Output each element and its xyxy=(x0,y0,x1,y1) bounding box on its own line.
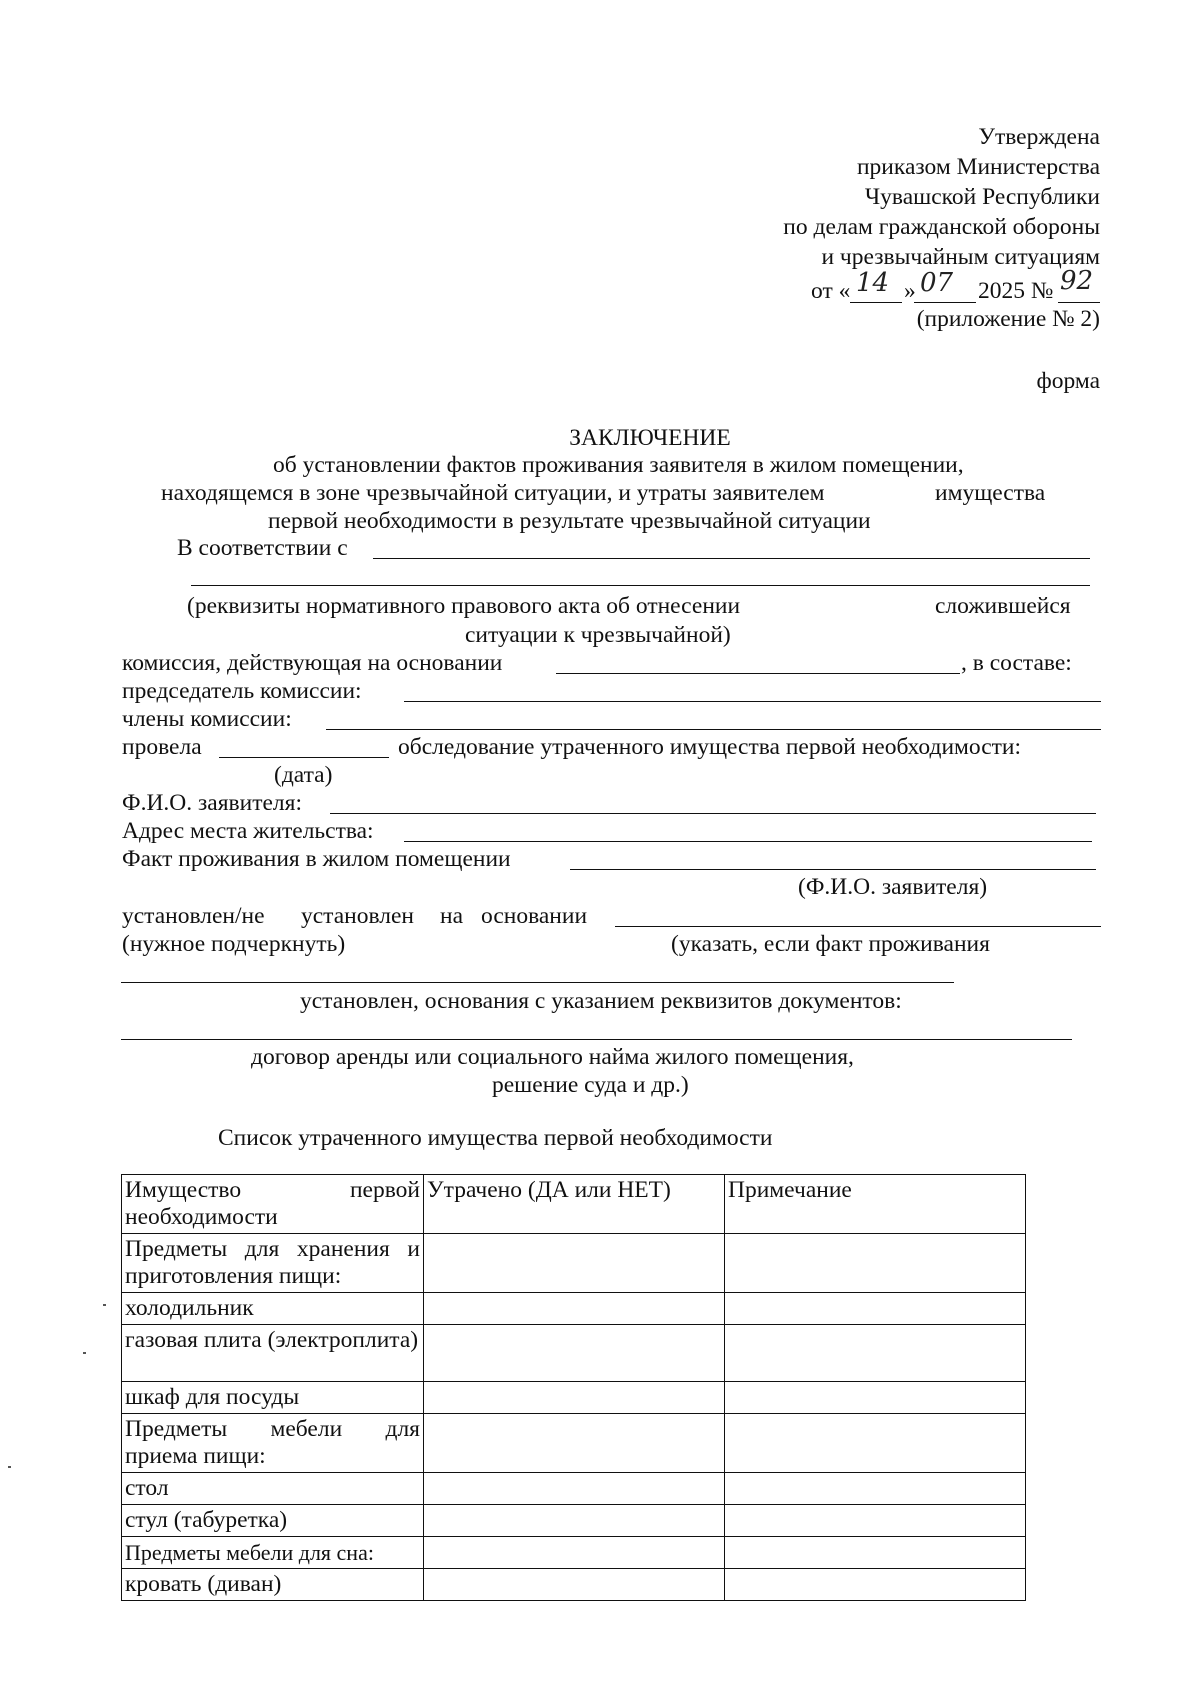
lost-property-table xyxy=(121,1174,1026,1601)
commission-basis-line[interactable] xyxy=(556,673,960,674)
residence-fact-label: Факт проживания в жилом помещении xyxy=(122,846,511,872)
lost-cell[interactable] xyxy=(424,1505,725,1537)
scan-speck xyxy=(83,1352,86,1354)
established-word-1: установлен/не xyxy=(122,903,265,929)
date-year: 2025 № xyxy=(978,278,1054,304)
approval-line-4: по делам гражданской обороны xyxy=(783,214,1100,240)
appendix-label: (приложение № 2) xyxy=(916,306,1100,332)
property-cell: стул (табуретка) xyxy=(122,1505,424,1537)
approval-line-3: Чувашской Республики xyxy=(864,184,1100,210)
commission-composition-label: , в составе: xyxy=(961,650,1072,676)
header-property: Имущество первой необходимости xyxy=(122,1175,424,1234)
property-cell: холодильник xyxy=(122,1293,424,1325)
list-title: Список утраченного имущества первой необходимости xyxy=(218,1125,773,1151)
table-row xyxy=(122,1537,1026,1569)
table-row xyxy=(122,1234,1026,1293)
commission-label: комиссия, действующая на основании xyxy=(122,650,503,676)
note-cell[interactable] xyxy=(725,1537,1026,1569)
contract-hint: договор аренды или социального найма жилого помещения, xyxy=(251,1044,854,1070)
note-cell[interactable] xyxy=(725,1382,1026,1414)
accordance-field-line-2[interactable] xyxy=(191,585,1090,586)
table-header-row xyxy=(122,1175,1026,1234)
lost-cell[interactable] xyxy=(424,1473,725,1505)
title-line-2b: имущества xyxy=(935,480,1046,506)
form-label: форма xyxy=(1036,368,1100,394)
property-cell: Предметы мебели для приема пищи: xyxy=(122,1414,424,1473)
applicant-hint: (Ф.И.О. заявителя) xyxy=(798,874,988,900)
applicant-name-label: Ф.И.О. заявителя: xyxy=(122,790,302,816)
property-cell: шкаф для посуды xyxy=(122,1382,424,1414)
chairman-label: председатель комиссии: xyxy=(122,678,362,704)
requisites-hint-b: сложившейся xyxy=(935,593,1071,619)
note-cell[interactable] xyxy=(725,1569,1026,1601)
lost-cell[interactable] xyxy=(424,1293,725,1325)
note-cell[interactable] xyxy=(725,1325,1026,1382)
table-row xyxy=(122,1569,1026,1601)
date-day-handwritten: 14 xyxy=(856,268,890,298)
underline-hint: (нужное подчеркнуть) xyxy=(122,931,346,957)
established-word-2: установлен xyxy=(301,903,415,929)
property-cell: кровать (диван) xyxy=(122,1569,424,1601)
document-title: ЗАКЛЮЧЕНИЕ xyxy=(569,425,731,451)
note-cell[interactable] xyxy=(725,1293,1026,1325)
established-docs-hint: установлен, основания с указанием реквизитов документов: xyxy=(300,988,902,1014)
survey-date-line[interactable] xyxy=(219,757,389,758)
table-row xyxy=(122,1414,1026,1473)
requisites-hint-c: ситуации к чрезвычайной) xyxy=(465,622,731,648)
date-day-line xyxy=(850,302,902,303)
note-cell[interactable] xyxy=(725,1234,1026,1293)
established-word-4: основании xyxy=(481,903,588,929)
order-number-line xyxy=(1058,302,1100,303)
date-month-handwritten: 07 xyxy=(920,268,954,298)
basis-field-line-2[interactable] xyxy=(121,1039,1072,1040)
approval-line-2: приказом Министерства xyxy=(856,154,1100,180)
title-line-3: первой необходимости в результате чрезвычайной ситуации xyxy=(268,508,871,534)
header-lost: Утрачено (ДА или НЕТ) xyxy=(424,1175,725,1234)
approval-line-1: Утверждена xyxy=(978,124,1100,150)
address-field-line[interactable] xyxy=(404,841,1092,842)
property-cell: газовая плита (электроплита) xyxy=(122,1325,424,1382)
scan-speck xyxy=(103,1304,106,1306)
date-month-line xyxy=(914,302,976,303)
if-fact-hint: (указать, если факт проживания xyxy=(671,931,990,957)
table-row xyxy=(122,1325,1026,1382)
accordance-field-line[interactable] xyxy=(373,558,1090,559)
property-cell: стол xyxy=(122,1473,424,1505)
scan-speck xyxy=(8,1466,11,1468)
lost-cell[interactable] xyxy=(424,1325,725,1382)
established-basis-line[interactable] xyxy=(615,926,1101,927)
table-row xyxy=(122,1473,1026,1505)
approval-line-5: и чрезвычайным ситуациям xyxy=(821,244,1100,270)
header-note: Примечание xyxy=(725,1175,1026,1234)
court-hint: решение суда и др.) xyxy=(492,1072,689,1098)
property-cell: Предметы для хранения и приготовления пищи: xyxy=(122,1234,424,1293)
note-cell[interactable] xyxy=(725,1505,1026,1537)
property-cell: Предметы мебели для сна: xyxy=(122,1537,424,1569)
table-row xyxy=(122,1293,1026,1325)
table-row xyxy=(122,1505,1026,1537)
lost-cell[interactable] xyxy=(424,1569,725,1601)
survey-description: обследование утраченного имущества первой необходимости: xyxy=(398,734,1022,760)
lost-cell[interactable] xyxy=(424,1537,725,1569)
address-label: Адрес места жительства: xyxy=(122,818,374,844)
chairman-field-line[interactable] xyxy=(404,701,1101,702)
requisites-hint: (реквизиты нормативного правового акта об отнесении xyxy=(187,593,741,619)
applicant-name-line[interactable] xyxy=(330,813,1096,814)
note-cell[interactable] xyxy=(725,1473,1026,1505)
lost-cell[interactable] xyxy=(424,1382,725,1414)
title-line-2a: находящемся в зоне чрезвычайной ситуации, и утраты заявителем xyxy=(161,480,825,506)
order-number-handwritten: 92 xyxy=(1060,266,1094,296)
note-cell[interactable] xyxy=(725,1414,1026,1473)
table-row xyxy=(122,1382,1026,1414)
members-field-line[interactable] xyxy=(326,729,1101,730)
date-mid: » xyxy=(904,278,916,304)
date-prefix: от « xyxy=(811,278,851,304)
date-hint: (дата) xyxy=(274,762,333,788)
title-line-1: об установлении фактов проживания заявителя в жилом помещении, xyxy=(273,452,964,478)
basis-field-line-1[interactable] xyxy=(121,982,954,983)
accordance-label: В соответствии с xyxy=(177,535,348,561)
conducted-label: провела xyxy=(122,734,202,760)
established-word-3: на xyxy=(440,903,464,929)
members-label: члены комиссии: xyxy=(122,706,292,732)
residence-fact-line[interactable] xyxy=(570,869,1096,870)
lost-cell[interactable] xyxy=(424,1234,725,1293)
lost-cell[interactable] xyxy=(424,1414,725,1473)
